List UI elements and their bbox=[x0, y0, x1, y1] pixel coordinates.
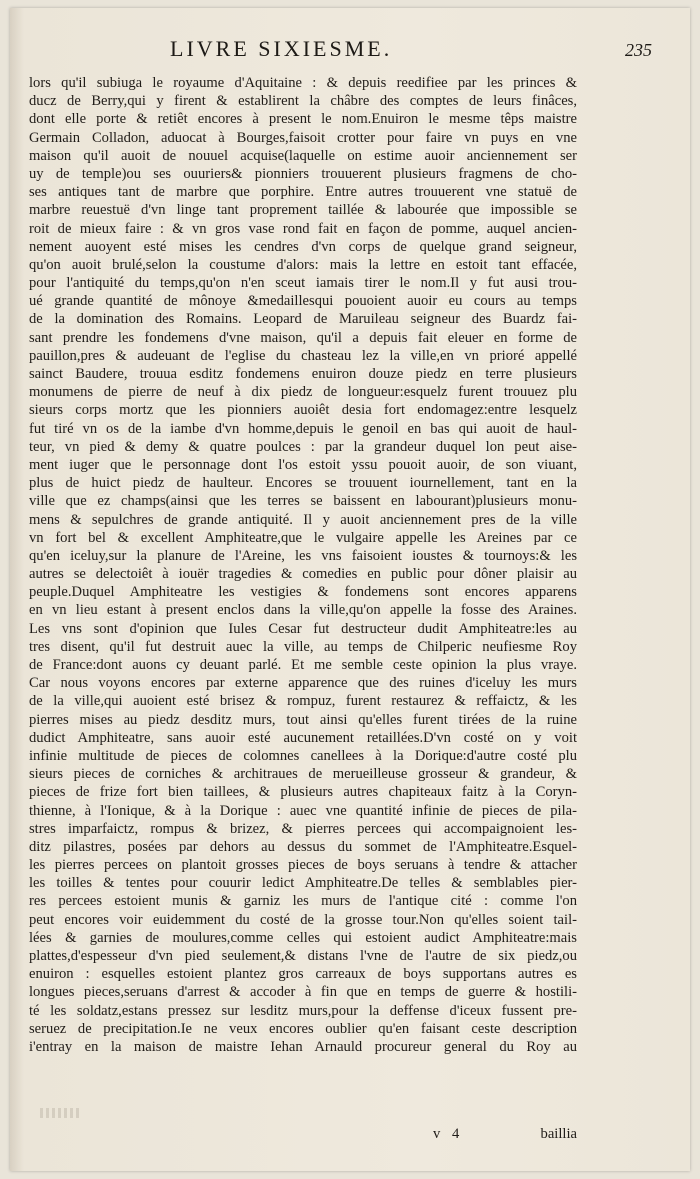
text-line: mens & sepulchres de grande antiquité. Il y auoit anciennement pres de la ville bbox=[29, 511, 577, 528]
text-line: pierres mises au piedz desditz murs, tout ainsi qu'elles furent tirées de la ruine bbox=[29, 711, 577, 728]
text-line: lées & garnies de moulures,comme celles qui estoient audict Amphiteatre:mais bbox=[29, 929, 577, 946]
text-line: peut encores voir euidemment du costé de la grosse tour.Non qu'elles soient tail- bbox=[29, 911, 577, 928]
text-line: nement auoyent esté mises les cendres d'vn corps de quelque grand seigneur, bbox=[29, 238, 577, 255]
catchword: baillia bbox=[540, 1126, 577, 1142]
text-line: autres se delectoiêt à iouër tragedies & comedies en public pour dôner plaisir au bbox=[29, 566, 577, 583]
text-line: res percees estoient munis & garniz les murs de l'antique cité : comme l'on bbox=[29, 893, 577, 910]
text-line: enuiron : esquelles estoient plantez gros carreaux de boys supportans autres es bbox=[29, 966, 577, 983]
text-line: sant prendre les fondemens d'vne maison, qu'il a depuis fait eleuer en forme de bbox=[29, 329, 577, 346]
text-line: ment iuger que le personnage dont l'os estoit yssu pouoit auoir, de son viuant, bbox=[29, 456, 577, 473]
running-head bbox=[10, 36, 690, 70]
text-line: qu'on auoit brulé,selon la coustume d'alors: mais la lettre en estoit tant effacée, bbox=[29, 256, 577, 273]
text-line: les toilles & tentes pour couurir ledict Amphiteatre.De telles & semblables pier- bbox=[29, 875, 577, 892]
page-footer bbox=[29, 1126, 577, 1144]
text-line: stres imparfaictz, rompus & brizez, & pierres percees qui accompaignoient les- bbox=[29, 820, 577, 837]
text-line: Germain Colladon, aduocat à Bourges,faisoit crotter pour faire vn puys en vne bbox=[29, 129, 577, 146]
text-line: vn fort bel & excellent Amphiteatre,que le vulgaire appelle les Areines par ce bbox=[29, 529, 577, 546]
text-line: ditz pilastres, posées par dehors au dessus du sommet de l'Amphiteatre.Esquel- bbox=[29, 838, 577, 855]
text-line: plattes,d'espesseur d'vn pied seulement,& distans l'vne de l'autre de six piedz,ou bbox=[29, 948, 577, 964]
text-line: pieces de frize fort bien taillees, & plusieurs autres chapiteaux faitz à la Coryn- bbox=[29, 784, 577, 801]
bleed-through-mark bbox=[40, 1108, 80, 1118]
text-line: de la ville,qui auoient esté brisez & rompuz, furent restaurez & reffaictz, & les bbox=[29, 693, 577, 710]
text-line: sieurs corps mortz que les pionniers auoiêt desia fort endomagez:entre lesquelz bbox=[29, 402, 577, 419]
text-line: tres disent, qu'il fut destruit auec la ville, au temps de Chilperic neufiesme Roy bbox=[29, 638, 577, 655]
text-line: teur, vn pied & demy & quatre poulces : par la grandeur duquel lon peut aise- bbox=[29, 438, 577, 455]
text-line: pauillon,pres & audeuant de l'eglise du chasteau lez la ville,en vn prioré appellé bbox=[29, 347, 577, 364]
text-line: de la domination des Romains. Leopard de Maruileau seigneur des Buardz fai- bbox=[29, 311, 577, 328]
text-line: qu'en iceluy,sur la planure de l'Areine, les vns faisoient ioustes & tournoys:& les bbox=[29, 547, 577, 564]
text-line: en vn lieu estant à present enclos dans la ville,qu'on appelle la fosse des Araines. bbox=[29, 602, 577, 619]
text-line: Les vns sont d'opinion que Iules Cesar fut destructeur dudit Amphiteatre:les au bbox=[29, 620, 577, 637]
text-line: marbre reuestuë d'vn linge tant proprement taillée & labourée que impossible se bbox=[29, 202, 577, 219]
text-line: dont elle porte & retiêt encores à present le nom.Enuiron le mesme têps maistre bbox=[29, 111, 577, 128]
text-line: plus de huict piedz de haulteur. Encores se trouuent iournellement, tant en la bbox=[29, 475, 577, 492]
text-line: pour l'antiquité du temps,qu'on n'en sceut iamais tirer le nom.Il y fut ausi trou- bbox=[29, 275, 577, 292]
book-page bbox=[10, 8, 690, 1171]
text-line: peuple.Duquel Amphiteatre les vestigies & fondemens sont encores apparens bbox=[29, 584, 577, 601]
text-line: sieurs pieces de corniches & architraues de merueilleuse grosseur & grandeur, & bbox=[29, 766, 577, 783]
text-line: infinie multitude de pieces de colomnes canellees à la Dorique:d'autre costé plu bbox=[29, 747, 577, 764]
text-line: roit de mieux faire : & vn gros vase rond fait en façon de pomme, auquel ancien- bbox=[29, 220, 577, 237]
page-number: 235 bbox=[625, 40, 652, 60]
text-line: Car nous voyons encores par externe apparence que des ruines d'iceluy les murs bbox=[29, 675, 577, 692]
text-line: les pierres percees on plantoit grosses pieces de boys seruans à tendre & attacher bbox=[29, 857, 577, 874]
text-line: dudict Amphiteatre, sans auoir esté aucunement retaillées.D'vn costé on y voit bbox=[29, 729, 577, 746]
text-line: monumens de pierre de neuf à dix piedz de longueur:esquelz furent trouuez plu bbox=[29, 384, 577, 401]
text-line: fut tiré vn os de la iambe d'vn homme,depuis le genoil en bas qui auoit de haul- bbox=[29, 420, 577, 437]
text-line: sainct Baudere, trouua esditz fondemens enuiron douze piedz en terre plusieurs bbox=[29, 366, 577, 382]
running-title: LIVRE SIXIESME. bbox=[170, 36, 393, 61]
text-line: de France:dont auons cy deuant parlé. Et me semble ceste opinion la plus vraye. bbox=[29, 657, 577, 673]
text-line: lors qu'il subiuga le royaume d'Aquitaine : & depuis reedifiee par les princes & bbox=[29, 75, 577, 91]
text-line: ué grande quantité de mônoye &medaillesqui pouoient auoir eu cours au temps bbox=[29, 293, 577, 310]
text-line: uy de temple)ou ses ouuriers& pionniers trouuerent plusieurs fragmens de cho- bbox=[29, 165, 577, 182]
text-line: ville que ez champs(ainsi que les terres se baissent en labourant)plusieurs monu- bbox=[29, 493, 577, 510]
text-line: maison qu'il auoit de nouuel acquise(laquelle on estime auoir anciennement ser bbox=[29, 147, 577, 164]
text-line: ses antiques tant de marbre que porphire. Entre autres trouuerent vne statuë de bbox=[29, 184, 577, 201]
signature-mark: v 4 bbox=[433, 1126, 464, 1142]
text-line: seruez de precipitation.Ie ne veux encores oublier qu'en faisant ceste description bbox=[29, 1020, 577, 1037]
text-line: té les soldatz,estans pressez sur lesditz murs,pour la deffense d'iceux fussent pre- bbox=[29, 1002, 577, 1019]
text-line: longues pieces,seruans d'arrest & accoder à fin que en temps de guerre & hostili- bbox=[29, 984, 577, 1001]
body-text bbox=[29, 74, 577, 1056]
text-line: thienne, à l'Ionique, & à la Dorique : auec vne quantité infinie de pieces de pila- bbox=[29, 802, 577, 819]
text-line: ducz de Berry,qui y firent & establirent la châbre des comptes de leurs finâces, bbox=[29, 93, 577, 110]
text-line: i'entray en la maison de maistre Iehan Arnauld procureur general du Roy au bbox=[29, 1038, 577, 1055]
